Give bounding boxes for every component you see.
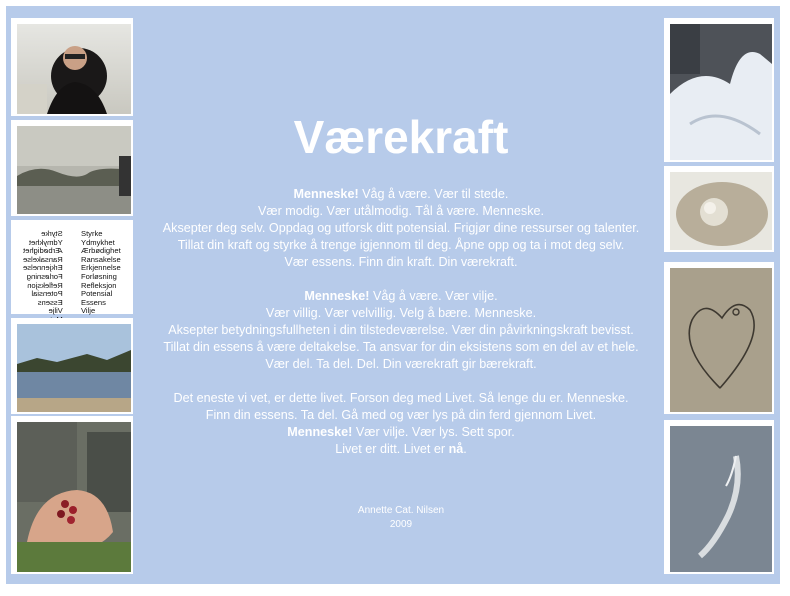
lake-fog-image <box>17 126 131 214</box>
photo-sand-heart <box>664 262 774 414</box>
poem-line: Aksepter betydningsfullheten i din tilstedeværelse. Vær din påvirkningskraft bevisst. <box>168 323 634 337</box>
normal-word-column: Styrke Ydmykhet Ærbødighet Ransakelse Erkjennelse Forløsning Refleksjon Potensial Essens Vilje <box>81 229 121 316</box>
poem-line: Livet er ditt. Livet er nå. <box>335 442 467 456</box>
sand-heart-image <box>670 268 772 412</box>
poem-line: Vær del. Ta del. Del. Din værekraft gir bærekraft. <box>265 357 537 371</box>
poster <box>6 6 780 584</box>
poem-line: Vær essens. Finn din kraft. Din værekraft. <box>284 255 518 269</box>
mirrored-word-column: Styrke Ydmykhet Ærbødighet Ransakelse Erkjennelse Forløsning Refleksjon Potensial Essens Vilje <box>23 229 63 316</box>
paragraph-gap <box>146 373 656 390</box>
photo-snow-tree <box>664 18 774 162</box>
poem-line: Finn din essens. Ta del. Gå med og vær lys på din ferd gjennom Livet. <box>205 408 597 422</box>
poem-line: Menneske! Vær vilje. Vær lys. Sett spor. <box>287 425 515 439</box>
photo-word-list <box>11 220 133 314</box>
photo-shore-lake <box>11 318 133 414</box>
stone-ball-image <box>670 172 772 250</box>
poem-line: Det eneste vi vet, er dette livet. Forson deg med Livet. Så lenge du er. Menneske. <box>173 391 629 405</box>
signature-author: Annette Cat. Nilsen <box>357 505 445 516</box>
photo-stone-ball <box>664 166 774 252</box>
poem-line: Vær villig. Vær velvillig. Velg å bære. Menneske. <box>265 306 537 320</box>
signature <box>146 504 656 532</box>
stone-feather-image <box>670 426 772 572</box>
photo-stone-feather <box>664 420 774 574</box>
photo-hands-berries <box>11 416 133 574</box>
hands-berries-image <box>17 422 131 572</box>
poem-line: Vær modig. Vær utålmodig. Tål å være. Menneske. <box>257 204 545 218</box>
poem-line: Menneske! Våg å være. Vær vilje. <box>304 289 498 303</box>
poem-line: Menneske! Våg å være. Vær til stede. <box>293 187 509 201</box>
poem-line: Tillat din kraft og styrke å trenge igjennom til deg. Åpne opp og ta i mot deg selv. <box>177 238 625 252</box>
photo-lake-fog <box>11 120 133 216</box>
poem-line: Aksepter deg selv. Oppdag og utforsk ditt potensial. Frigjør dine ressurser og talenter. <box>162 221 640 235</box>
person-hood-image <box>17 24 131 114</box>
poem-body <box>146 186 656 458</box>
shore-lake-image <box>17 324 131 412</box>
paragraph-gap <box>146 271 656 288</box>
page-title: Værekraft <box>293 111 509 163</box>
poem-line: Tillat din essens å være deltakelse. Ta ansvar for din eksistens som en del av et hele. <box>163 340 639 354</box>
signature-year: 2009 <box>389 519 413 530</box>
photo-person-hood <box>11 18 133 116</box>
snow-tree-image <box>670 24 772 160</box>
